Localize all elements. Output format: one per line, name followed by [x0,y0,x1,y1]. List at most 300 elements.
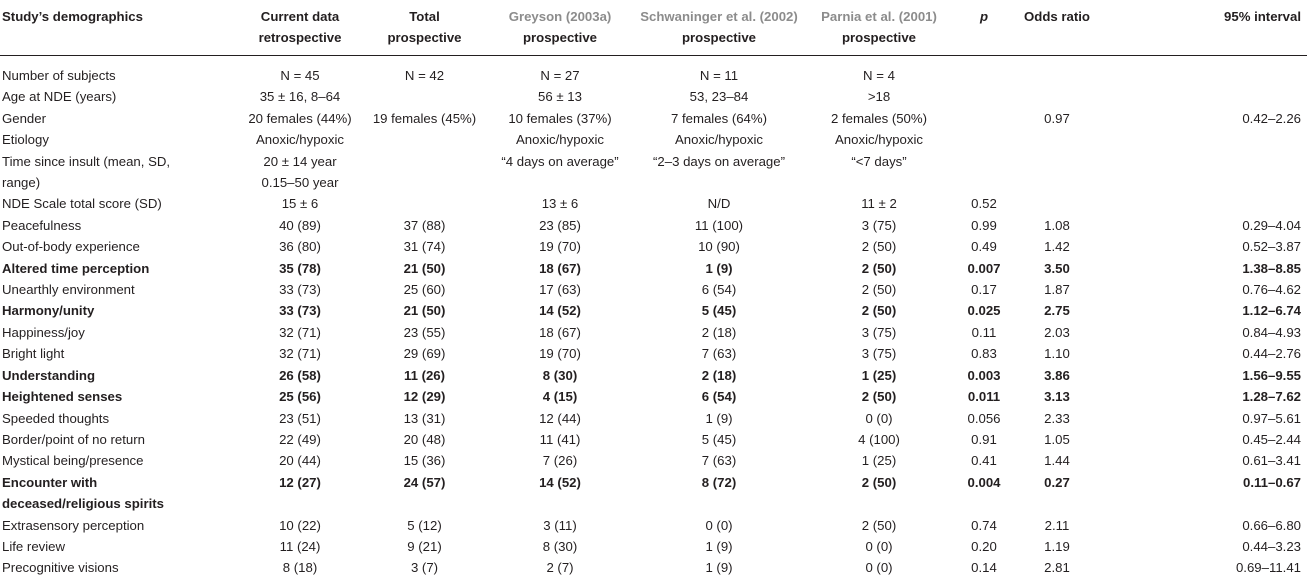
cell-text: “2–3 days on average” [653,153,785,169]
cell-text: 0.003 [967,367,1001,383]
cell-parnia [805,557,953,578]
cell-text: 3 (7) [410,560,439,576]
cell-text: 3 (75) [861,324,897,340]
cell-odds-ratio [1015,386,1099,407]
cell-text: 0 (0) [705,517,733,533]
cell-schwaninger [633,365,805,386]
cell-greyson [487,193,633,214]
cell-schwaninger [633,56,805,87]
header-odds-ratio: Odds ratio [1015,0,1099,56]
cell-interval [1099,236,1307,257]
cell-text: 4 (15) [542,389,578,405]
cell-text: 0.11–0.67 [1243,474,1301,490]
cell-text: 1 (9) [705,560,733,576]
cell-text: Altered time perception [2,260,150,276]
cell-text: 1 (9) [705,538,733,554]
cell-total [362,215,487,236]
cell-text: 0.44–2.76 [1242,346,1301,362]
cell-label [0,215,238,236]
cell-p-value [953,343,1015,364]
table-row [0,215,1307,236]
table-row [0,408,1307,429]
cell-label [0,536,238,557]
cell-p-value [953,386,1015,407]
cell-text: 2 (50) [861,260,897,276]
cell-text: 0.91 [971,431,997,447]
cell-interval [1099,322,1307,343]
cell-text: 2.33 [1044,410,1070,426]
cell-label [0,129,238,150]
cell-text: 0.20 [971,538,997,554]
cell-text: 0 (0) [865,410,893,426]
cell-text: 35 ± 16, 8–64 [259,89,341,105]
cell-text: 5 (12) [407,517,442,533]
cell-label [0,300,238,321]
cell-interval [1099,300,1307,321]
cell-text: 2 (50) [861,303,897,319]
cell-total [362,365,487,386]
cell-text: 0.97 [1044,110,1070,126]
table-row [0,151,1307,194]
cell-text: 1 (25) [861,367,897,383]
cell-text: 40 (89) [279,217,321,233]
cell-interval [1099,365,1307,386]
cell-label [0,279,238,300]
cell-parnia [805,151,953,194]
cell-schwaninger [633,472,805,515]
cell-schwaninger [633,86,805,107]
cell-total [362,193,487,214]
cell-p-value [953,86,1015,107]
cell-text: 19 (70) [539,346,581,362]
cell-greyson [487,322,633,343]
cell-odds-ratio [1015,300,1099,321]
cell-parnia [805,365,953,386]
cell-schwaninger [633,557,805,578]
cell-parnia [805,450,953,471]
cell-parnia [805,472,953,515]
cell-label [0,258,238,279]
cell-text: 2.03 [1044,324,1070,340]
cell-parnia [805,86,953,107]
cell-current-data [238,236,362,257]
cell-text: 2 (7) [546,560,574,576]
cell-p-value [953,515,1015,536]
cell-parnia [805,215,953,236]
cell-greyson [487,151,633,194]
cell-text: 37 (88) [403,217,446,233]
cell-text: 2 (50) [861,389,897,405]
cell-text: 0.44–3.23 [1242,538,1301,554]
cell-text: 33 (73) [279,303,321,319]
cell-odds-ratio [1015,56,1099,87]
cell-greyson [487,429,633,450]
cell-schwaninger [633,215,805,236]
cell-p-value [953,429,1015,450]
cell-p-value [953,472,1015,515]
header-study-demographics: Study’s demographics [0,0,238,56]
cell-interval [1099,258,1307,279]
cell-interval [1099,536,1307,557]
cell-text: 5 (45) [701,431,737,447]
cell-interval [1099,429,1307,450]
cell-total [362,108,487,129]
cell-text: deceased/religious spirits [2,496,164,512]
cell-current-data [238,515,362,536]
cell-text: Understanding [2,367,96,383]
cell-text: N = 4 [863,68,895,83]
cell-text: 6 (54) [701,282,737,298]
cell-text: 3 (75) [861,217,897,233]
cell-text: Life review [2,538,66,554]
cell-parnia [805,429,953,450]
cell-text: N = 27 [540,68,580,83]
cell-greyson [487,236,633,257]
cell-text: 32 (71) [279,346,321,362]
cell-text: 31 (74) [403,239,446,255]
cell-text: 0.025 [967,303,1001,319]
cell-text: 1 (9) [705,410,733,426]
cell-parnia [805,386,953,407]
cell-text: 2 (50) [861,239,897,255]
cell-total [362,536,487,557]
cell-text: 3 (75) [861,346,897,362]
cell-total [362,322,487,343]
cell-text: 1.28–7.62 [1242,389,1301,405]
cell-label [0,343,238,364]
cell-text: 1.87 [1044,282,1070,298]
cell-p-value [953,236,1015,257]
cell-label [0,386,238,407]
cell-current-data [238,536,362,557]
cell-text: 12 (29) [403,389,446,405]
cell-odds-ratio [1015,215,1099,236]
cell-text: 0.004 [967,474,1001,490]
cell-text: 7 females (64%) [670,110,767,126]
cell-text: 56 ± 13 [538,89,582,105]
cell-text: 26 (58) [279,367,321,383]
cell-label [0,322,238,343]
cell-text: 12 (27) [279,474,321,490]
cell-interval [1099,56,1307,87]
cell-total [362,56,487,87]
cell-label [0,86,238,107]
cell-odds-ratio [1015,193,1099,214]
cell-text: 3 (11) [543,517,577,533]
cell-text: 24 (57) [403,474,446,490]
cell-text: 0.17 [971,282,997,298]
cell-text: 1.05 [1044,431,1070,447]
cell-parnia [805,56,953,87]
cell-current-data [238,279,362,300]
cell-text: 0.66–6.80 [1242,517,1301,533]
cell-text: 53, 23–84 [689,89,749,105]
cell-schwaninger [633,258,805,279]
cell-text: 1.38–8.85 [1242,260,1301,276]
cell-text: 2 females (50%) [830,110,927,126]
cell-greyson [487,129,633,150]
cell-current-data [238,300,362,321]
cell-text: 0.97–5.61 [1242,410,1301,426]
cell-text: Anoxic/hypoxic [256,132,344,148]
cell-text: 21 (50) [403,303,446,319]
header-greyson: Greyson (2003a) prospective [487,0,633,56]
cell-text: 0.42–2.26 [1242,110,1301,126]
cell-schwaninger [633,450,805,471]
table-row [0,429,1307,450]
cell-text: 2.75 [1044,303,1070,319]
cell-label [0,515,238,536]
cell-interval [1099,408,1307,429]
cell-text: 25 (56) [279,389,321,405]
table-row [0,343,1307,364]
cell-parnia [805,408,953,429]
cell-text: 0.83 [971,346,997,362]
cell-text: 8 (30) [542,367,578,383]
cell-odds-ratio [1015,343,1099,364]
cell-total [362,300,487,321]
cell-text: 19 females (45%) [372,110,477,126]
cell-greyson [487,215,633,236]
header-schwaninger: Schwaninger et al. (2002) prospective [633,0,805,56]
cell-text: Peacefulness [2,217,82,233]
cell-interval [1099,108,1307,129]
cell-text: 0.76–4.62 [1242,282,1301,298]
cell-greyson [487,300,633,321]
cell-p-value [953,108,1015,129]
cell-schwaninger [633,151,805,194]
cell-odds-ratio [1015,151,1099,194]
cell-text: 8 (18) [282,560,318,576]
cell-schwaninger [633,129,805,150]
cell-text: “4 days on average” [501,153,619,169]
cell-greyson [487,386,633,407]
cell-text: 11 (26) [403,367,446,383]
cell-text: 4 (100) [858,431,900,447]
cell-p-value [953,193,1015,214]
cell-odds-ratio [1015,108,1099,129]
cell-parnia [805,536,953,557]
cell-current-data [238,408,362,429]
cell-text: 0 (0) [865,538,893,554]
cell-greyson [487,450,633,471]
table-row [0,258,1307,279]
cell-p-value [953,450,1015,471]
cell-p-value [953,151,1015,194]
cell-parnia [805,322,953,343]
cell-total [362,236,487,257]
cell-p-value [953,215,1015,236]
table-row [0,536,1307,557]
header-current-data: Current data retrospective [238,0,362,56]
cell-p-value [953,300,1015,321]
cell-schwaninger [633,515,805,536]
cell-text: 1.19 [1044,538,1070,554]
header-95-interval: 95% interval [1099,0,1307,56]
cell-text: “<7 days” [851,153,907,169]
cell-text: 23 (51) [279,410,321,426]
cell-schwaninger [633,322,805,343]
cell-text: 7 (63) [701,346,737,362]
table-row [0,557,1307,578]
cell-odds-ratio [1015,129,1099,150]
cell-p-value [953,557,1015,578]
cell-text: 0.45–2.44 [1242,431,1301,447]
cell-text: 2 (18) [701,367,737,383]
cell-interval [1099,129,1307,150]
cell-text: 7 (63) [701,453,737,469]
cell-parnia [805,108,953,129]
cell-current-data [238,472,362,515]
cell-odds-ratio [1015,86,1099,107]
cell-label [0,151,238,194]
cell-interval [1099,450,1307,471]
cell-text: 0.007 [967,260,1001,276]
cell-current-data [238,386,362,407]
cell-text: 15 (36) [403,453,446,469]
cell-parnia [805,515,953,536]
cell-greyson [487,515,633,536]
table-row [0,322,1307,343]
cell-greyson [487,536,633,557]
cell-text: 0.74 [971,517,997,533]
cell-text: 35 (78) [279,260,321,276]
cell-schwaninger [633,343,805,364]
cell-greyson [487,343,633,364]
cell-label [0,108,238,129]
table-row [0,472,1307,515]
cell-total [362,472,487,515]
cell-text: 1.56–9.55 [1242,367,1301,383]
table-row [0,56,1307,87]
cell-odds-ratio [1015,365,1099,386]
cell-total [362,151,487,194]
cell-text: N = 42 [404,68,445,83]
cell-text: 2.11 [1044,517,1070,533]
cell-total [362,408,487,429]
cell-schwaninger [633,386,805,407]
cell-text: Anoxic/hypoxic [675,132,763,148]
cell-schwaninger [633,536,805,557]
cell-current-data [238,86,362,107]
cell-text: 25 (60) [403,282,446,298]
cell-text: 1.10 [1044,346,1070,362]
cell-text: 0.69–11.41 [1235,560,1301,576]
cell-greyson [487,279,633,300]
cell-odds-ratio [1015,279,1099,300]
header-p-value: p [953,0,1015,56]
header-parnia: Parnia et al. (2001) prospective [805,0,953,56]
cell-text: 18 (67) [539,260,581,276]
cell-text: 36 (80) [279,239,321,255]
cell-p-value [953,56,1015,87]
cell-label [0,236,238,257]
cell-greyson [487,472,633,515]
cell-text: 15 ± 6 [281,196,319,212]
cell-text: Happiness/joy [2,324,85,340]
table-row [0,279,1307,300]
table-row [0,86,1307,107]
cell-current-data [238,193,362,214]
cell-text: 2 (18) [701,324,737,340]
cell-odds-ratio [1015,515,1099,536]
cell-text: 1.12–6.74 [1242,303,1301,319]
cell-p-value [953,408,1015,429]
cell-odds-ratio [1015,450,1099,471]
cell-text: 1 (9) [705,260,733,276]
cell-current-data [238,557,362,578]
table-header [0,0,1307,56]
cell-text: range) [2,175,41,191]
cell-text: Anoxic/hypoxic [835,132,923,148]
cell-current-data [238,56,362,87]
cell-text: 2 (50) [861,474,897,490]
cell-current-data [238,215,362,236]
table-row [0,515,1307,536]
cell-text: 0.49 [971,239,997,255]
cell-text: 14 (52) [539,474,581,490]
cell-schwaninger [633,193,805,214]
cell-current-data [238,258,362,279]
cell-total [362,343,487,364]
cell-text: Harmony/unity [2,303,95,319]
cell-text: 0.99 [971,217,997,233]
cell-total [362,129,487,150]
cell-interval [1099,193,1307,214]
cell-text: Heightened senses [2,389,123,405]
cell-text: NDE Scale total score (SD) [2,196,162,212]
cell-text: 8 (72) [701,474,737,490]
cell-text: Extrasensory perception [2,517,145,533]
cell-label [0,472,238,515]
cell-current-data [238,429,362,450]
cell-text: 22 (49) [279,431,321,447]
cell-parnia [805,193,953,214]
cell-p-value [953,279,1015,300]
cell-text: 0.52 [971,196,997,212]
cell-odds-ratio [1015,408,1099,429]
table-row [0,300,1307,321]
cell-text: N/D [707,196,731,212]
cell-text: 17 (63) [539,282,581,298]
cell-odds-ratio [1015,258,1099,279]
table-row [0,386,1307,407]
cell-text: 0.14 [971,560,997,576]
cell-label [0,557,238,578]
cell-parnia [805,129,953,150]
cell-text: 0.41 [971,453,997,469]
cell-text: 8 (30) [542,538,578,554]
cell-interval [1099,86,1307,107]
cell-schwaninger [633,279,805,300]
cell-text: 11 ± 2 [861,196,897,212]
cell-text: 3.86 [1044,367,1070,383]
table-row [0,129,1307,150]
cell-text: 20 (48) [403,431,446,447]
cell-text: Out-of-body experience [2,239,140,255]
cell-schwaninger [633,236,805,257]
cell-text: 0.84–4.93 [1242,324,1301,340]
cell-text: 19 (70) [539,239,581,255]
cell-schwaninger [633,108,805,129]
cell-text: 3.13 [1044,389,1070,405]
cell-odds-ratio [1015,429,1099,450]
table-row [0,450,1307,471]
cell-text: 0 (0) [865,560,893,576]
cell-current-data [238,108,362,129]
cell-label [0,408,238,429]
cell-parnia [805,300,953,321]
